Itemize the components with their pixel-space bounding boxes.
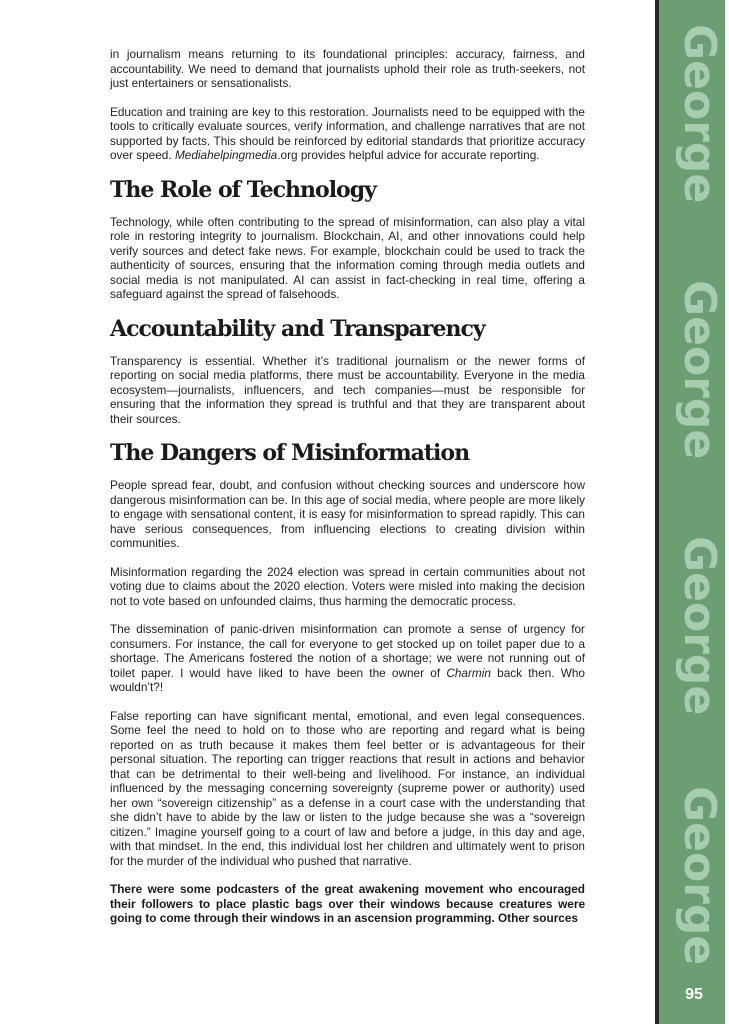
false-reporting-paragraph: False reporting can have significant mental, emotional, and even legal consequences. Some feel the need to hold on to those who are reporting and regard what is being reported on as truth because it makes them feel better or is advantageous for their personal situation. The reporting can trigger reactions that result in actions and behavior that can be detrimental to their well-being and livelihood. For instance, an individual influenced by the messaging concerning sovereignty (supreme power or authority) used her own “sovereign citizenship” as a defense in a court case with the understanding that she didn’t have to abide by the law or listen to the judge because she was a “sovereign citizen.” Imagine yourself going to a court of law and before a judge, in this day and age, with that mindset. In the end, this individual lost her children and ultimately went to prison for the murder of the individual who pushed that narrative. (110, 708, 585, 868)
transparency-paragraph: Transparency is essential. Whether it’s traditional journalism or the newer forms of reporting on social media platforms, there must be accountability. Everyone in the media ecosystem—journalists, influencers, and tech companies—must be responsible for ensuring that the information they spread is truthful and that they are transparent about their sources. (110, 353, 585, 426)
heading-role-of-technology: The Role of Technology (110, 176, 376, 203)
page-content (110, 47, 585, 940)
sidebar-name-4: George (674, 786, 725, 966)
intro-paragraph-1: in journalism means returning to its foundational principles: accuracy, fairness, and accountability. We need to demand that journalists uphold their role as truth-seekers, not just entertainers or sensationalists. (110, 47, 585, 90)
intro-paragraph-2-tail: .org provides helpful advice for accurate reporting. (277, 148, 540, 162)
misinformation-paragraph-1: People spread fear, doubt, and confusion without checking sources and underscore how dangerous misinformation can be. In this age of social media, where people are more likely to engage with sensational content, it is easy for misinformation to spread rapidly. This can have serious consequences, from influencing elections to creating division within communities. (110, 478, 585, 550)
panic-paragraph (110, 622, 585, 695)
heading-dangers-of-misinformation: The Dangers of Misinformation (110, 440, 470, 466)
heading-accountability-transparency: Accountability and Transparency (110, 315, 485, 342)
panic-paragraph-tail: back then. Who wouldn’t?! (110, 665, 585, 694)
sidebar-name-1: George (674, 24, 725, 204)
panic-paragraph-text: The dissemination of panic-driven misinformation can promote a sense of urgency for consumers. For instance, the call for everyone to get stocked up on toilet paper due to a shortage. The Americans fostered the notion of a shortage; we were not running out of toilet paper. I would have liked to have been the owner of (110, 622, 585, 680)
sidebar-band (655, 0, 725, 1024)
podcasters-paragraph: There were some podcasters of the great awakening movement who encouraged their followers to place plastic bags over their windows because creatures were going to come through their windows in an ascension programming. Other sources (110, 882, 585, 925)
sidebar-name-2: George (674, 280, 725, 460)
misinformation-paragraph-2: Misinformation regarding the 2024 election was spread in certain communities about not voting due to claims about the 2020 election. Voters were misled into making the decision not to vote based on unfounded claims, thus harming the democratic process. (110, 564, 585, 608)
technology-paragraph: Technology, while often contributing to the spread of misinformation, can also play a vital role in restoring integrity to journalism. Blockchain, AI, and other innovations could help verify sources and detect fake news. For example, blockchain could be used to track the authenticity of sources, ensuring that the information coming through media outlets and social media is not manipulated. AI can assist in fact-checking in real time, offering a safeguard against the spread of falsehoods. (110, 214, 585, 301)
charmin-name: Charmin (446, 665, 491, 680)
intro-paragraph-2-text: Education and training are key to this restoration. Journalists need to be equipped with the tools to critically evaluate sources, verify information, and challenge narratives that are not supported by facts. This should be reinforced by editorial standards that prioritize accuracy over speed. (110, 104, 585, 162)
sidebar-name-3: George (674, 536, 725, 716)
page-number: 95 (685, 986, 703, 1003)
intro-paragraph-2 (110, 105, 585, 163)
mediahelpingmedia-name: Mediahelpingmedia (174, 148, 278, 162)
